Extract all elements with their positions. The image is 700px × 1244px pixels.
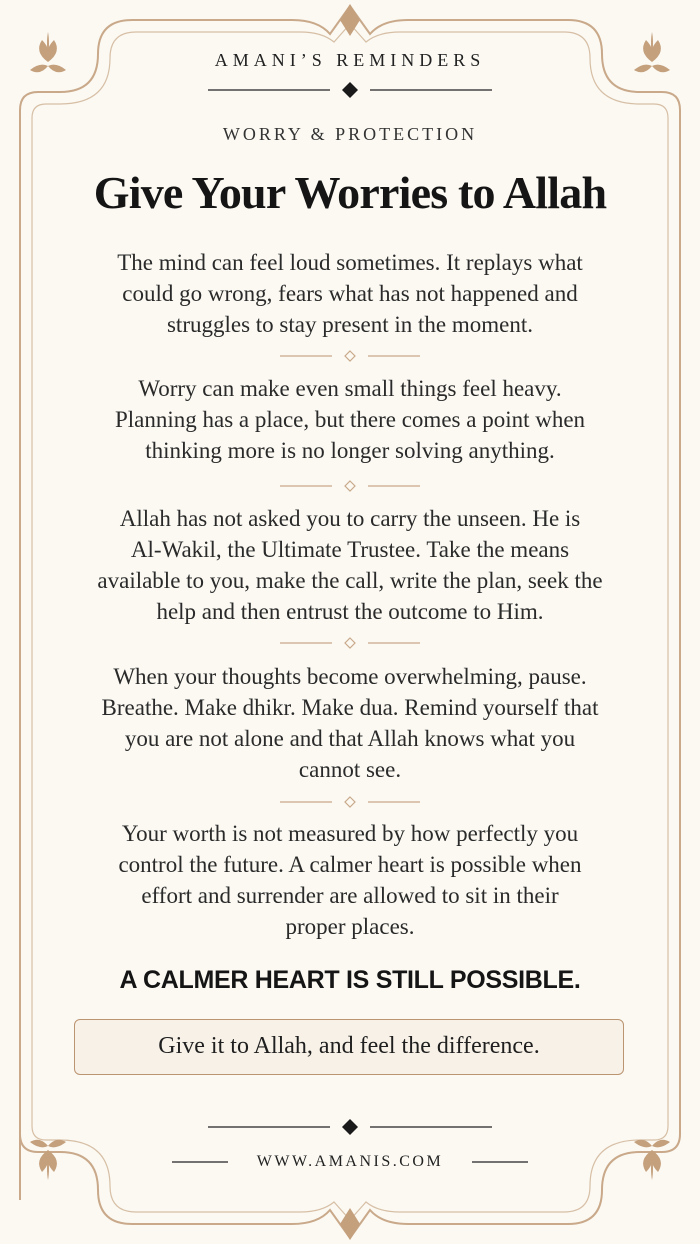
paragraph-line: help and then entrust the outcome to Him. — [156, 599, 544, 624]
paragraph-line: Worry can make even small things feel heavy. — [138, 376, 562, 401]
small-diamond-divider-icon — [280, 638, 420, 648]
paragraph-5 — [60, 818, 640, 942]
category-label: WORRY & PROTECTION — [222, 124, 478, 144]
paragraph-line: Your worth is not measured by how perfectly you — [121, 821, 579, 846]
page-title: Give Your Worries to Allah — [93, 167, 607, 218]
paragraph-line: The mind can feel loud sometimes. It replays what — [117, 250, 583, 275]
paragraph-line: you are not alone and that Allah knows what you — [124, 726, 576, 751]
paragraph-4 — [60, 661, 640, 785]
paragraph-line: struggles to stay present in the moment. — [166, 312, 534, 337]
paragraph-line: Planning has a place, but there comes a point when — [114, 407, 586, 432]
brand-name: AMANI’S REMINDERS — [214, 50, 486, 70]
diamond-icon — [342, 1119, 358, 1135]
paragraph-line: Al-Wakil, the Ultimate Trustee. Take the means — [130, 537, 570, 562]
paragraph-line: effort and surrender are allowed to sit in their — [141, 883, 559, 908]
paragraph-line: Breathe. Make dhikr. Make dua. Remind yourself that — [101, 695, 599, 720]
paragraph-line: thinking more is no longer solving anything. — [145, 438, 555, 463]
paragraph-line: cannot see. — [298, 757, 402, 782]
small-diamond-divider-icon — [280, 481, 420, 491]
paragraph-line: could go wrong, fears what has not happened and — [122, 281, 578, 306]
tagline: A CALMER HEART IS STILL POSSIBLE. — [119, 966, 581, 994]
paragraph-1 — [60, 247, 640, 340]
diamond-icon — [342, 82, 358, 98]
website-link[interactable]: WWW.AMANIS.COM — [256, 1153, 444, 1170]
small-diamond-divider-icon — [280, 351, 420, 361]
paragraph-2 — [60, 373, 640, 466]
paragraph-line: available to you, make the call, write the plan, seek the — [97, 568, 603, 593]
paragraph-line: proper places. — [285, 914, 415, 939]
paragraph-line: Allah has not asked you to carry the unseen. He is — [119, 506, 581, 531]
paragraph-3 — [60, 503, 640, 627]
small-diamond-divider-icon — [280, 797, 420, 807]
header-divider — [208, 82, 492, 98]
paragraph-line: When your thoughts become overwhelming, pause. — [113, 664, 587, 689]
paragraph-line: control the future. A calmer heart is possible when — [118, 852, 582, 877]
callout-box: Give it to Allah, and feel the difference. — [74, 1019, 624, 1075]
